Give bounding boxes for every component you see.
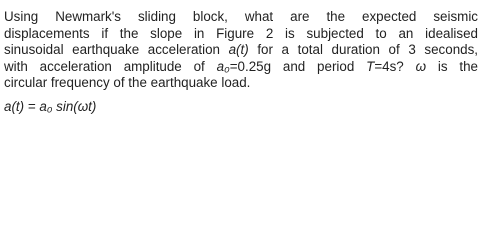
acceleration-variable: a(t)	[228, 42, 249, 57]
question-line-3	[4, 42, 478, 59]
question-line-2: displacements if the slope in Figure 2 is subjected to an idealised	[4, 25, 478, 41]
question-line-4-text-b: =0.25g and period	[229, 58, 367, 74]
amplitude-variable: a₀	[216, 58, 230, 74]
question-line-5: circular frequency of the earthquake load.	[4, 75, 251, 90]
question-line-3-text-a: sinusoidal earthquake acceleration	[4, 42, 229, 57]
omega-variable: ω	[415, 58, 427, 74]
question-line-4	[4, 59, 478, 76]
acceleration-formula: a(t) = a₀ sin(ωt)	[4, 99, 97, 114]
question-text	[4, 9, 478, 92]
question-line-3-text-b: for a total duration of 3 seconds,	[248, 42, 478, 57]
question-line-4-text-c: =4s?	[374, 58, 416, 74]
question-line-4-text-a: with acceleration amplitude of	[4, 58, 217, 74]
question-line-1: Using Newmark's sliding block, what are the expected seismic	[4, 9, 478, 24]
question-line-4-text-d: is the	[426, 58, 478, 74]
period-variable: T	[366, 58, 375, 74]
